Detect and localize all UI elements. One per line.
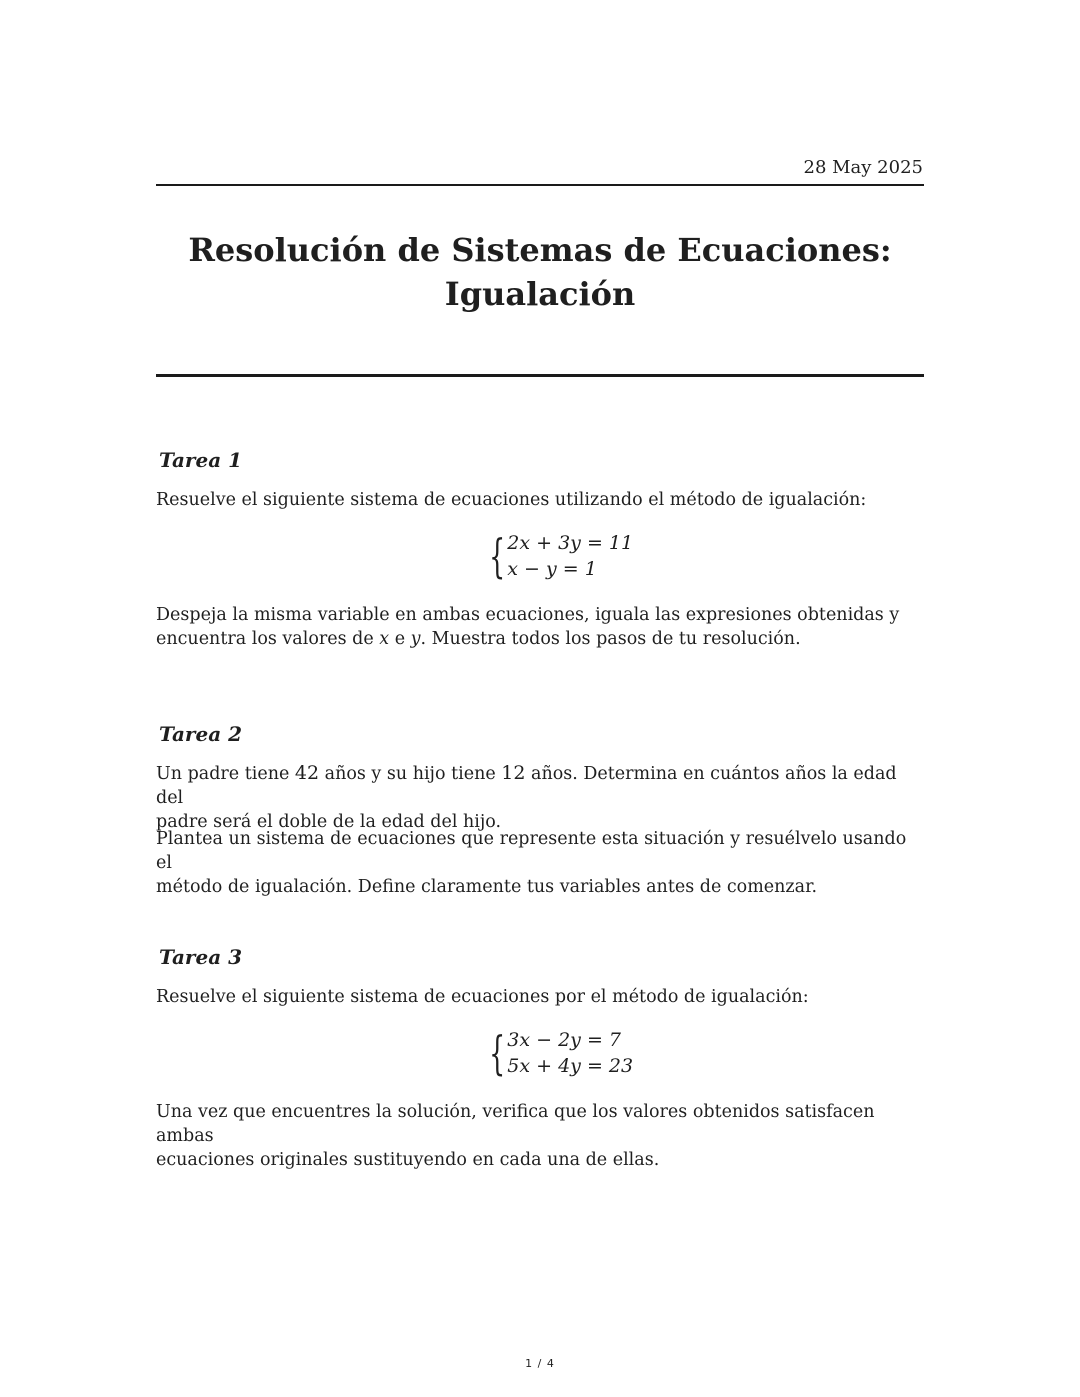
- tarea-3-body-line-1: Una vez que encuentres la solución, verifica que los valores obtenidos satisfacen ambas: [156, 1102, 875, 1146]
- tarea-2-paragraph-2: [156, 827, 916, 899]
- tarea-2-p1-line-2: padre será el doble de la edad del hijo.: [156, 812, 502, 832]
- text-fragment: años y su hijo tiene: [319, 764, 502, 784]
- tarea-3-body: [156, 1100, 916, 1172]
- page-title: [156, 228, 924, 316]
- page-number: 1 / 4: [525, 1357, 555, 1370]
- title-line-2: Igualación: [444, 275, 636, 313]
- number-12: 12: [501, 762, 526, 784]
- text-fragment: e: [389, 629, 411, 649]
- tarea-1-heading: Tarea 1: [159, 448, 243, 472]
- tarea-3-body-line-2: ecuaciones originales sustituyendo en cada una de ellas.: [156, 1150, 660, 1170]
- tarea-3-equation-1: 3x − 2y = 7: [507, 1029, 621, 1051]
- title-line-1: Resolución de Sistemas de Ecuaciones:: [188, 231, 892, 269]
- brace-symbol: {: [489, 529, 506, 583]
- tarea-1-equation-2: x − y = 1: [507, 558, 597, 580]
- text-fragment: . Muestra todos los pasos de tu resolución.: [420, 629, 801, 649]
- tarea-1-body: [156, 603, 916, 651]
- title-rule: [156, 374, 924, 377]
- number-42: 42: [294, 762, 320, 784]
- tarea-3-system: [476, 1027, 633, 1079]
- tarea-1-system: [476, 530, 633, 582]
- text-fragment: Un padre tiene: [156, 764, 295, 784]
- tarea-1-intro: Resuelve el siguiente sistema de ecuaciones utilizando el método de igualación:: [156, 490, 867, 510]
- variable-y: y: [410, 629, 421, 649]
- tarea-3-intro: Resuelve el siguiente sistema de ecuaciones por el método de igualación:: [156, 987, 809, 1007]
- tarea-3-equation-2: 5x + 4y = 23: [507, 1055, 634, 1077]
- tarea-2-heading: Tarea 2: [159, 722, 243, 746]
- tarea-1-body-line-2: [156, 627, 916, 651]
- tarea-1-equation-1: 2x + 3y = 11: [507, 532, 634, 554]
- brace-symbol: {: [489, 1026, 506, 1080]
- text-fragment: años. Determina en cuántos años la edad del: [156, 764, 897, 808]
- tarea-2-p1-line-1: [156, 761, 916, 810]
- tarea-2-paragraph-1: [156, 761, 916, 834]
- tarea-3-heading: Tarea 3: [159, 945, 243, 969]
- tarea-2-p2-line-1: Plantea un sistema de ecuaciones que represente esta situación y resuélvelo usando el: [156, 829, 907, 873]
- text-fragment: encuentra los valores de: [156, 629, 380, 649]
- document-date: 28 May 2025: [803, 157, 923, 178]
- variable-x: x: [379, 629, 390, 649]
- header-rule: [156, 184, 924, 186]
- tarea-2-p2-line-2: método de igualación. Define claramente tus variables antes de comenzar.: [156, 877, 818, 897]
- tarea-1-body-line-1: Despeja la misma variable en ambas ecuaciones, iguala las expresiones obtenidas y: [156, 605, 900, 625]
